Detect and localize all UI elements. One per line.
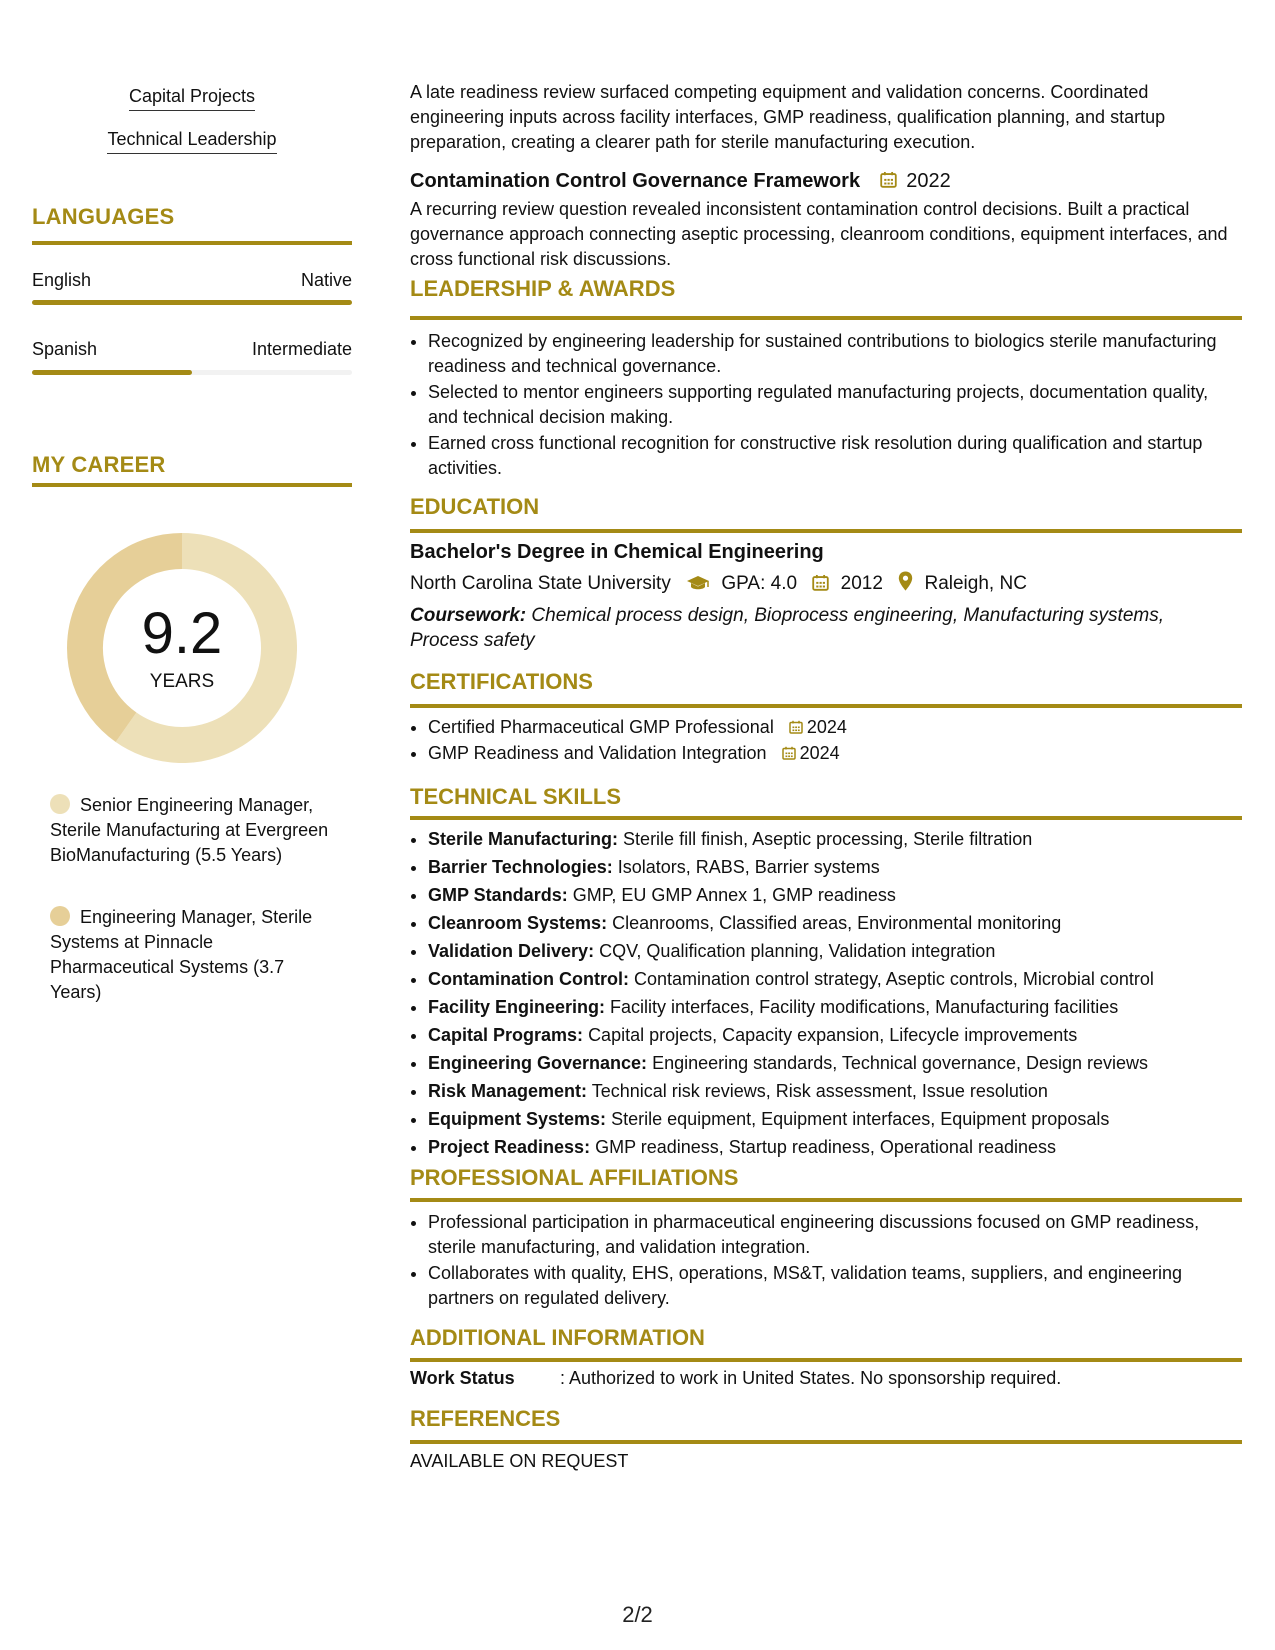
section-divider	[410, 1198, 1242, 1202]
skill-values: Sterile equipment, Equipment interfaces, Equipment proposals	[611, 1109, 1110, 1129]
language-bar	[32, 370, 352, 375]
calendar-icon	[782, 746, 796, 760]
skill-values: CQV, Qualification planning, Validation integration	[599, 941, 996, 961]
calendar-icon	[880, 171, 897, 188]
work-status-row	[410, 1368, 1061, 1389]
section-divider	[410, 704, 1242, 708]
skill-values: Capital projects, Capacity expansion, Lifecycle improvements	[588, 1025, 1078, 1045]
calendar-icon	[812, 574, 829, 591]
coursework-list: Chemical process design, Bioprocess engineering, Manufacturing systems, Process safety	[410, 605, 1165, 651]
certification-item	[428, 715, 1242, 740]
skill-values: Contamination control strategy, Aseptic controls, Microbial control	[634, 969, 1154, 989]
skill-values: Engineering standards, Technical governance, Design reviews	[652, 1053, 1149, 1073]
project-title-row	[410, 170, 951, 193]
section-divider	[32, 483, 352, 487]
language-name: English	[32, 270, 92, 290]
leadership-heading: LEADERSHIP & AWARDS	[410, 276, 676, 301]
certification-name: Certified Pharmaceutical GMP Professional	[428, 717, 774, 737]
language-level: Native	[300, 270, 352, 290]
page-number: 2/2	[622, 1602, 653, 1627]
education-heading: EDUCATION	[410, 494, 540, 519]
skill-category: Risk Management:	[428, 1081, 588, 1101]
skill-values: GMP, EU GMP Annex 1, GMP readiness	[572, 885, 896, 905]
section-divider	[410, 1440, 1242, 1444]
skill-category: Cleanroom Systems:	[428, 913, 608, 933]
skill-category: Project Readiness:	[428, 1137, 591, 1157]
skill-item	[428, 1022, 1242, 1049]
certification-name: GMP Readiness and Validation Integration	[428, 743, 767, 763]
affiliations-list	[410, 1210, 1242, 1312]
skill-category: Validation Delivery:	[428, 941, 595, 961]
career-legend-item	[50, 905, 340, 1005]
affiliations-heading: PROFESSIONAL AFFILIATIONS	[410, 1165, 739, 1190]
degree-title: Bachelor's Degree in Chemical Engineering	[410, 541, 824, 563]
skill-item	[428, 1134, 1242, 1161]
project-description: A recurring review question revealed inconsistent contamination control decisions. Built a practical governance approach connecting aseptic processing, cleanroom conditions, equipment interfaces, and cross functional risk discussions.	[410, 199, 1228, 269]
skill-item	[428, 938, 1242, 965]
certifications-list	[410, 715, 1242, 767]
language-name: Spanish	[32, 339, 98, 359]
skill-values: Technical risk reviews, Risk assessment, Issue resolution	[591, 1081, 1048, 1101]
skill-item	[428, 1078, 1242, 1105]
skill-category: Contamination Control:	[428, 969, 629, 989]
skill-category: Engineering Governance:	[428, 1053, 648, 1073]
language-bar-fill	[32, 370, 192, 375]
skill-item	[428, 994, 1242, 1021]
skills-list	[410, 826, 1242, 1162]
school-name: North Carolina State University	[410, 573, 671, 594]
language-row	[32, 270, 352, 291]
section-divider	[410, 529, 1242, 533]
language-row	[32, 339, 352, 360]
leadership-list	[410, 329, 1242, 482]
language-bar	[32, 300, 352, 305]
calendar-icon	[789, 720, 803, 734]
education-details	[410, 571, 1027, 595]
skill-category: Capital Programs:	[428, 1025, 584, 1045]
skill-item	[428, 854, 1242, 881]
career-legend-label: Senior Engineering Manager, Sterile Manufacturing at Evergreen BioManufacturing (5.5 Years)	[50, 795, 329, 865]
additional-info-heading: ADDITIONAL INFORMATION	[410, 1325, 705, 1350]
section-divider	[410, 816, 1242, 820]
skills-heading: TECHNICAL SKILLS	[410, 784, 622, 809]
skill-values: GMP readiness, Startup readiness, Operational readiness	[595, 1137, 1056, 1157]
section-divider	[32, 241, 352, 245]
skill-item	[428, 1050, 1242, 1077]
skill-category: GMP Standards:	[428, 885, 568, 905]
career-legend-item	[50, 793, 340, 868]
list-item: • Selected to mentor engineers supporting regulated manufacturing projects, documentation quality, and technical decision making.	[428, 380, 1242, 430]
skill-values: Sterile fill finish, Aseptic processing, Sterile filtration	[623, 829, 1033, 849]
gpa: GPA: 4.0	[721, 573, 798, 594]
section-divider	[410, 1358, 1242, 1362]
references-text: AVAILABLE ON REQUEST	[410, 1451, 629, 1471]
school-location: Raleigh, NC	[924, 573, 1027, 594]
skill-values: Facility interfaces, Facility modifications, Manufacturing facilities	[610, 997, 1119, 1017]
language-level: Intermediate	[251, 339, 352, 359]
project-year: 2022	[906, 170, 951, 192]
section-divider	[410, 316, 1242, 320]
career-heading: MY CAREER	[32, 452, 166, 477]
location-pin-icon	[898, 571, 913, 591]
skill-item	[428, 826, 1242, 853]
skill-values: Cleanrooms, Classified areas, Environmental monitoring	[612, 913, 1062, 933]
list-item: • Collaborates with quality, EHS, operations, MS&T, validation teams, suppliers, and engineering partners on regulated delivery.	[428, 1261, 1242, 1311]
legend-dot	[50, 794, 70, 814]
work-status-label: Work Status	[410, 1368, 515, 1388]
work-status-value: : Authorized to work in United States. No sponsorship required.	[560, 1368, 1062, 1388]
career-total-unit: YEARS	[149, 671, 215, 692]
skill-category: Barrier Technologies:	[428, 857, 613, 877]
skill-pill: Capital Projects	[32, 86, 352, 111]
references-heading: REFERENCES	[410, 1406, 561, 1431]
graduation-year: 2012	[840, 573, 883, 594]
career-donut-chart	[67, 533, 297, 763]
skill-values: Isolators, RABS, Barrier systems	[617, 857, 880, 877]
legend-dot	[50, 906, 70, 926]
certification-year: 2024	[799, 743, 840, 763]
career-legend-label: Engineering Manager, Sterile Systems at Pinnacle Pharmaceutical Systems (3.7 Years)	[50, 907, 313, 1002]
graduation-cap-icon	[686, 575, 710, 591]
certification-year: 2024	[806, 717, 847, 737]
skill-category: Sterile Manufacturing:	[428, 829, 619, 849]
project-description: A late readiness review surfaced competing equipment and validation concerns. Coordinated engineering inputs across facility interfaces, GMP readiness, qualification planning, and startup preparation, creating a clearer path for sterile manufacturing execution.	[410, 82, 1166, 152]
skill-item	[428, 910, 1242, 937]
project-title: Contamination Control Governance Framework	[410, 170, 861, 192]
languages-heading: LANGUAGES	[32, 204, 175, 229]
skill-item	[428, 1106, 1242, 1133]
coursework-label: Coursework:	[410, 605, 527, 626]
career-total-years: 9.2	[141, 601, 223, 666]
skill-pill: Technical Leadership	[32, 129, 352, 154]
list-item: • Earned cross functional recognition for constructive risk resolution during qualification and startup activities.	[428, 431, 1242, 481]
skill-item	[428, 882, 1242, 909]
skill-item	[428, 966, 1242, 993]
certifications-heading: CERTIFICATIONS	[410, 669, 593, 694]
list-item: • Recognized by engineering leadership for sustained contributions to biologics sterile manufacturing readiness and technical governance.	[428, 329, 1242, 379]
skill-category: Equipment Systems:	[428, 1109, 607, 1129]
certification-item	[428, 741, 1242, 766]
language-bar-fill	[32, 300, 352, 305]
list-item: • Professional participation in pharmaceutical engineering discussions focused on GMP readiness, sterile manufacturing, and validation integration.	[428, 1210, 1242, 1260]
skill-category: Facility Engineering:	[428, 997, 606, 1017]
coursework	[410, 603, 1230, 653]
